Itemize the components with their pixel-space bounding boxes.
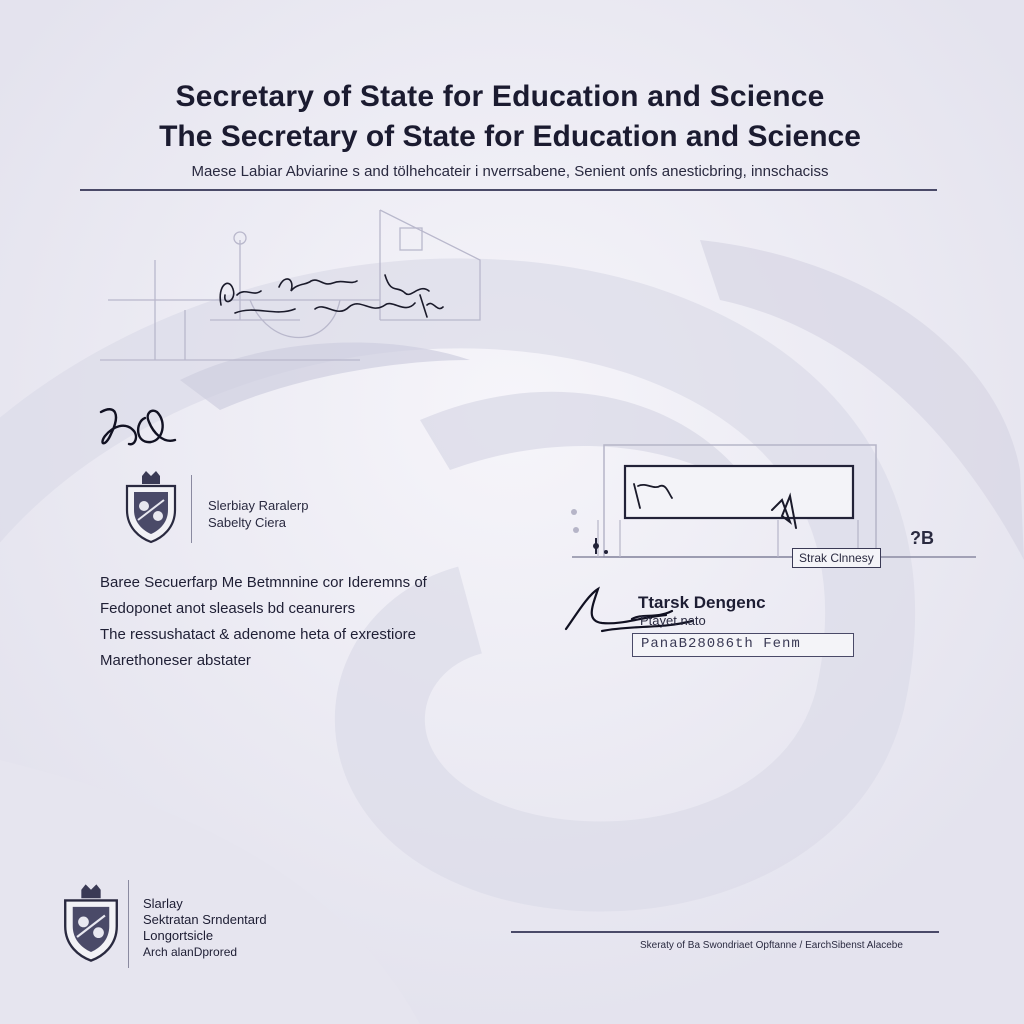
crest-caption-line1: Slerbiay Raralerp (208, 498, 309, 513)
crest-caption (208, 497, 308, 531)
reference-number: PanaB28086th Fenm (632, 633, 854, 657)
page-title: Secretary of State for Education and Science (175, 80, 825, 113)
initials-signature (95, 400, 180, 455)
footer-divider (511, 931, 939, 933)
footer-crest-divider (128, 880, 129, 968)
crest-divider (191, 475, 192, 543)
body-line: Fedoponet anot sleasels bd ceanurers (100, 600, 356, 617)
body-line: The ressushatact & adenome heta of exrestiore (100, 626, 417, 643)
footer-right-text: Skeraty of Ba Swondriaet Opftanne / EarchSibenst Alacebe (640, 940, 903, 951)
footer-line: Longortsicle (143, 928, 214, 943)
footer-line: Sektratan Srndentard (143, 912, 267, 927)
schematic-diagram (568, 440, 978, 570)
diagram-marks: ?B (910, 528, 934, 548)
header-divider (80, 189, 937, 191)
body-line: Marethoneser abstater (100, 652, 251, 669)
body-paragraph (100, 570, 427, 674)
footer-left-text (143, 896, 267, 960)
signatory-role: Ptayet nato (640, 613, 706, 628)
signatory-name: Ttarsk Dengenc (638, 593, 766, 612)
body-line: Baree Secuerfarp Me Betmnnine cor Ideremns of (100, 574, 427, 591)
footer-line: Arch alanDprored (143, 945, 238, 959)
page-subtitle: Maese Labiar Abviarine s and tölhehcateir i nverrsabene, Senient onfs anesticbring, innschaciss (191, 163, 829, 180)
crest-caption-line2: Sabelty Ciera (208, 515, 287, 530)
page-title-secondary: The Secretary of State for Education and Science (159, 120, 861, 153)
footer-line: Slarlay (143, 896, 183, 911)
footer-crest-emblem (62, 882, 120, 964)
signature-upper (215, 265, 455, 325)
crest-emblem (124, 470, 178, 544)
diagram-label: Strak Clnnesy (792, 548, 881, 568)
